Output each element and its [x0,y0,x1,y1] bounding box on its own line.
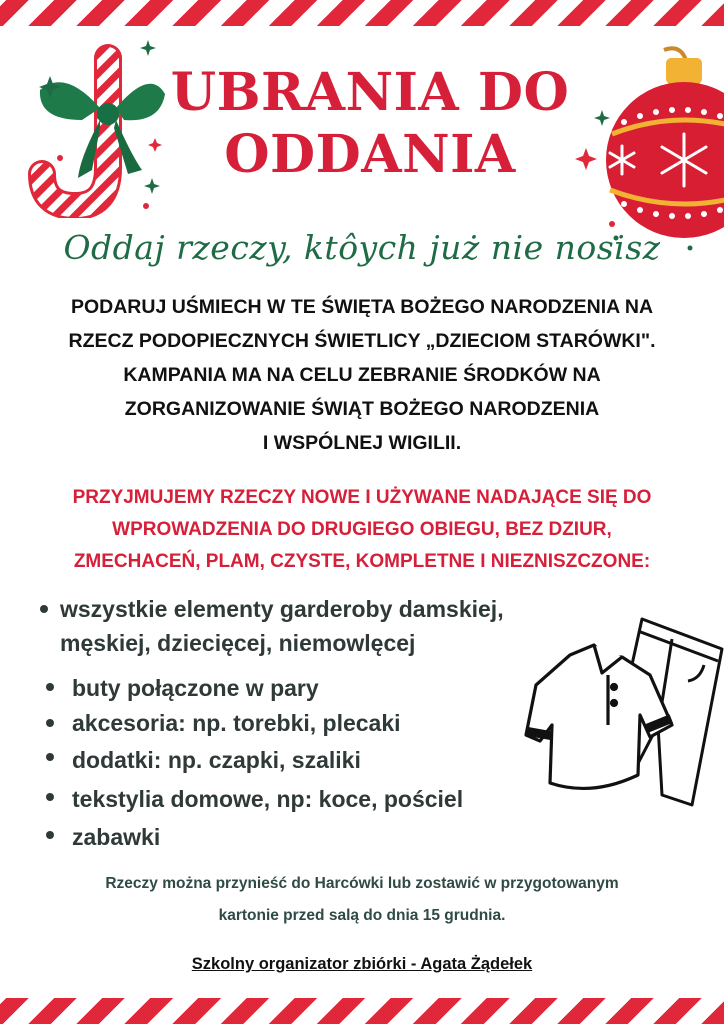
organizer-credit: Szkolny organizator zbiórki - Agata Żądełek [191,955,533,973]
list-item [72,670,463,706]
note-line: kartonie przed salą do dnia 15 grudnia. [218,907,506,924]
top-stripe-border [0,0,724,26]
drop-off-note [10,868,714,932]
list-item-line: męskiej, dziecięcej, niemowlęcej [60,630,416,656]
items-list [72,670,463,856]
accepts-line: PRZYJMUJEMY RZECZY NOWE I UŻYWANE NADAJĄCE SIĘ DO [72,487,652,508]
clothes-illustration [522,615,724,815]
list-item [72,818,463,856]
list-item-label: zabawki [72,824,161,850]
poster-title [150,62,590,186]
intro-line: ZORGANIZOWANIE ŚWIĄT BOŻEGO NARODZENIA [124,398,600,420]
ornament-ball-icon [572,42,724,252]
intro-line: PODARUJ UŚMIECH W TE ŚWIĘTA BOŻEGO NARODZENIA NA [70,296,654,318]
note-line: Rzeczy można przynieść do Harcówki lub zostawić w przygotowanym [105,875,619,892]
list-item-label: buty połączone w pary [72,675,319,701]
candy-cane-icon [20,28,170,218]
list-item-label: tekstylia domowe, np: koce, pościel [72,786,464,812]
title-line-2: ODDANIA [224,124,516,185]
accepted-items-heading [10,482,714,578]
list-item [72,706,463,740]
intro-line: RZECZ PODOPIECZNYCH ŚWIETLICY „DZIECIOM STARÓWKI". [68,330,656,352]
list-item-label: akcesoria: np. torebki, plecaki [72,710,401,736]
intro-line: KAMPANIA MA NA CELU ZEBRANIE ŚRODKÓW NA [123,364,601,386]
accepts-line: WPROWADZENIA DO DRUGIEGO OBIEGU, BEZ DZIUR, [112,519,612,540]
list-item [72,780,463,818]
list-item [72,740,463,780]
accepts-line: ZMECHACEŃ, PLAM, CZYSTE, KOMPLETNE I NIEZNISZCZONE: [73,551,651,572]
bottom-stripe-border [0,998,724,1024]
title-line-1: UBRANIA DO [170,62,570,123]
list-item-label: dodatki: np. czapki, szaliki [72,747,361,773]
list-item [60,592,504,660]
intro-paragraph [10,290,714,460]
items-list-primary [60,592,504,660]
subtitle-script: Oddaj rzeczy, ktôych już nie nosisz [63,228,661,267]
intro-line: I WSPÓLNEJ WIGILII. [262,432,462,454]
list-item-line: wszystkie elementy garderoby damskiej, [60,596,504,622]
